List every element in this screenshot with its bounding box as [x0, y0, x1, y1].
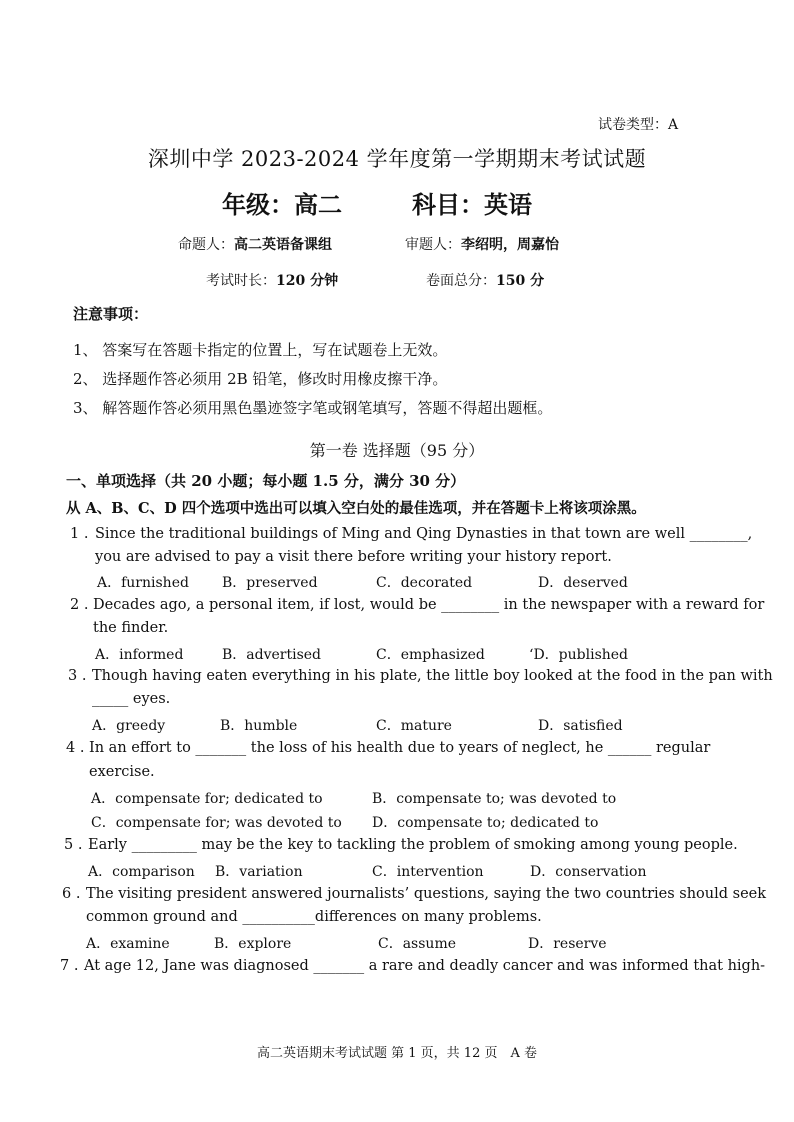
question-number: 3 . — [68, 668, 87, 684]
option-c: C．compensate for; was devoted to — [91, 815, 342, 831]
duration-value: 120 分钟 — [276, 273, 339, 289]
score-line — [426, 270, 544, 290]
question-number: 7 . — [60, 958, 79, 974]
page-footer: 高二英语期末考试试题 第 1 页，共 12 页 A 卷 — [257, 1046, 537, 1061]
option-b: B．humble — [220, 718, 298, 734]
option-c: C．assume — [378, 936, 457, 952]
option-d: D．satisfied — [538, 718, 623, 734]
note-item: 1、 答案写在答题卡指定的位置上，写在试题卷上无效。 — [73, 341, 448, 359]
question-line: Decades ago, a personal item, if lost, would be ________ in the newspaper with a reward for — [93, 597, 765, 613]
question-line: common ground and __________differences on many problems. — [86, 909, 542, 925]
option-c: C．emphasized — [376, 647, 485, 663]
question-number: 6 . — [62, 886, 81, 902]
paper-type: 试卷类型：A — [598, 117, 679, 133]
option-a: A．greedy — [92, 718, 166, 734]
option-d: D．reserve — [528, 936, 607, 952]
note-item: 2、 选择题作答必须用 2B 铅笔，修改时用橡皮擦干净。 — [73, 370, 448, 388]
question-line: you are advised to pay a visit there before writing your history report. — [95, 549, 612, 565]
setter-label: 命题人： — [178, 237, 234, 253]
section-title: 第一卷 选择题（95 分） — [309, 441, 485, 460]
question-number: 4 . — [66, 740, 85, 756]
option-b: B．variation — [215, 864, 303, 880]
option-b: B．compensate to; was devoted to — [372, 791, 617, 807]
question-number: 1 . — [70, 526, 89, 542]
question-line: At age 12, Jane was diagnosed _______ a rare and deadly cancer and was informed that high- — [84, 958, 766, 974]
reviewer-value: 李绍明，周嘉怡 — [461, 237, 559, 253]
question-line: Early _________ may be the key to tackling the problem of smoking among young people. — [88, 837, 738, 853]
instruction: 从 A、B、C、D 四个选项中选出可以填入空白处的最佳选项，并在答题卡上将该项涂黑。 — [66, 500, 646, 517]
duration-label: 考试时长： — [206, 273, 276, 289]
question-line: _____ eyes. — [92, 691, 171, 707]
note-item: 3、 解答题作答必须用黑色墨迹签字笔或钢笔填写，答题不得超出题框。 — [73, 399, 553, 417]
duration-line — [206, 270, 338, 290]
option-a: A．comparison — [88, 864, 195, 880]
setter-line — [178, 234, 332, 254]
setter-value: 高二英语备课组 — [234, 237, 332, 253]
subject-label: 科目：英语 — [412, 190, 532, 219]
option-d: ‘D．published — [529, 647, 629, 663]
option-a: A．compensate for; dedicated to — [91, 791, 323, 807]
option-b: B．advertised — [222, 647, 322, 663]
option-a: A．examine — [86, 936, 170, 952]
part-title: 一、单项选择（共 20 小题；每小题 1.5 分，满分 30 分） — [66, 472, 466, 490]
reviewer-label: 审题人： — [405, 237, 461, 253]
option-a: A．informed — [95, 647, 184, 663]
option-d: D．compensate to; dedicated to — [372, 815, 599, 831]
option-c: C．decorated — [376, 575, 473, 591]
option-a: A．furnished — [97, 575, 189, 591]
question-line: Though having eaten everything in his plate, the little boy looked at the food in the pan with — [92, 668, 773, 684]
question-number: 5 . — [64, 837, 83, 853]
option-d: D．deserved — [538, 575, 628, 591]
option-c: C．intervention — [372, 864, 484, 880]
question-line: exercise. — [89, 764, 155, 780]
option-c: C．mature — [376, 718, 452, 734]
notes-title: 注意事项： — [73, 305, 149, 323]
question-line: the finder. — [93, 620, 169, 636]
option-b: B．explore — [214, 936, 292, 952]
question-line: The visiting president answered journalists’ questions, saying the two countries should seek — [86, 886, 767, 902]
question-line: In an effort to _______ the loss of his health due to years of neglect, he ______ regular — [89, 740, 711, 756]
question-number: 2 . — [70, 597, 89, 613]
score-value: 150 分 — [496, 273, 545, 289]
grade-label: 年级：高二 — [222, 190, 342, 219]
exam-title: 深圳中学 2023-2024 学年度第一学期期末考试试题 — [147, 147, 647, 171]
reviewer-line — [405, 234, 559, 254]
option-b: B．preserved — [222, 575, 318, 591]
question-line: Since the traditional buildings of Ming and Qing Dynasties in that town are well ________, — [95, 526, 753, 542]
option-d: D．conservation — [530, 864, 647, 880]
score-label: 卷面总分： — [426, 273, 496, 289]
